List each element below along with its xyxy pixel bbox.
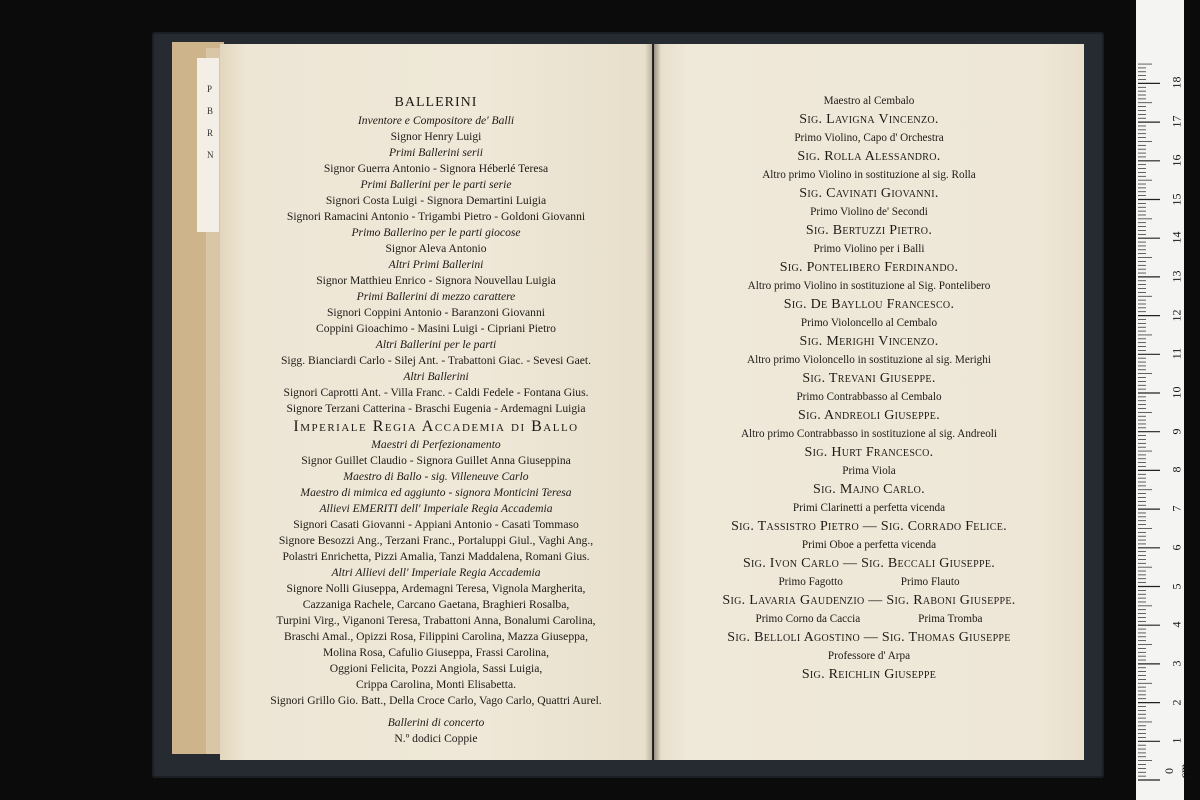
section-heading: BALLERINI [394,95,478,110]
performer-names: Coppini Gioachimo - Masini Luigi - Cipriani Pietro [316,322,556,335]
musician-name: Sig. De Bayllou Francesco. [783,297,955,312]
musician-name: Sig. Merighi Vincenzo. [799,334,939,349]
musician-name: Sig. Reichlin Giuseppe [801,667,937,682]
performer-names: N.º dodici Coppie [394,732,478,745]
instrument-role: Professore d' Arpa [827,650,911,662]
performer-names: Signore Nolli Giuseppa, Ardemagni Teresa, Vignola Margherita, [286,582,586,595]
ruler-number: 5 [1169,583,1184,589]
instrument-role: Prima Viola [842,465,896,477]
role-heading: Primo Flauto [900,576,960,588]
ruler-number: 13 [1169,270,1184,283]
ruler-number: 2 [1169,699,1184,706]
role-heading: Altri Primi Ballerini [388,258,484,271]
instrument-role: Altro primo Violoncello in sostituzione al sig. Merighi [747,354,991,366]
instrument-role: Primo Violino per i Balli [813,243,925,255]
instrument-role: Primo Violoncello al Cembalo [800,317,938,329]
role-heading: Primi Ballerini serii [388,146,484,159]
performer-names: Signori Costa Luigi - Signora Demartini Luigia [325,194,547,207]
ruler-unit-label: 0 cm [1162,763,1191,779]
performer-names: Turpini Virg., Viganoni Teresa, Trabattoni Anna, Bonalumi Carolina, [276,614,596,627]
performer-names: Crippa Carolina, Monti Elisabetta. [355,678,517,691]
ruler-number: 1 [1169,737,1184,744]
ruler-number: 10 [1169,386,1184,399]
role-heading: Altri Ballerini per le parti [375,338,497,351]
musician-name: Sig. Hurt Francesco. [804,445,934,460]
performer-names: Signori Coppini Antonio - Baranzoni Giovanni [326,306,545,319]
ruler-number: 11 [1169,348,1184,360]
performer-names: Signor Aleva Antonio [385,242,487,255]
ruler-number: 8 [1169,466,1184,473]
left-page-text [222,93,650,747]
role-heading: Primo Ballerino per le parti giocose [351,226,521,239]
ruler-number: 17 [1169,115,1184,128]
instrument-role: Primi Clarinetti a perfetta vicenda [792,502,946,514]
slip-letter: P [207,84,213,94]
role-heading: Inventore e Compositore de' Balli [357,114,515,127]
instrument-role: Altro primo Contrabbasso in sostituzione al sig. Andreoli [740,428,998,440]
role-heading: Primo Corno da Caccia [755,613,861,625]
instrument-role: Primo Contrabbasso al Cembalo [796,391,942,403]
ruler-number: 9 [1169,428,1184,435]
slip-letters [207,78,217,166]
academy-heading: Imperiale Regia Accademia di Ballo [293,418,579,435]
performer-names: Braschi Amal., Opizzi Rosa, Filippini Carolina, Mazza Giuseppa, [284,630,588,643]
role-heading: Maestro di Ballo - sig. Villeneuve Carlo [343,470,529,483]
ruler-number: 12 [1169,309,1184,322]
role-heading: Ballerini di concerto [387,716,485,729]
instrument-role: Maestro al Cembalo [823,95,915,107]
right-page-text [656,93,1082,685]
musician-name: Sig. Andreoli Giuseppe. [797,408,941,423]
performer-names: Signore Besozzi Ang., Terzani Franc., Portaluppi Giul., Vaghi Ang., [278,534,594,547]
instrument-role: Altro primo Violino in sostituzione al sig. Rolla [762,169,976,181]
paired-role-headings [656,574,1082,591]
role-heading: Altri Allievi dell' Imperiale Regia Accademia [331,566,541,579]
slip-letter: N [207,150,214,160]
instrument-role: Primi Oboe a perfetta vicenda [801,539,937,551]
instrument-role: Primo Violino de' Secondi [810,206,928,218]
ruler-number: 15 [1169,193,1184,205]
musician-name: Sig. Majno Carlo. [812,482,925,497]
ruler-number: 6 [1169,544,1184,551]
role-heading: Maestro di mimica ed aggiunto - signora Monticini Teresa [300,486,572,499]
slip-letter: B [207,106,214,116]
musician-name: Sig. Cavinati Giovanni. [799,186,939,201]
ruler-number: 3 [1169,660,1184,667]
ruler-number: 14 [1169,231,1184,244]
performer-names: Signori Grillo Gio. Batt., Della Croce Carlo, Vago Carlo, Quattri Aurel. [270,694,602,707]
role-heading: Maestri di Perfezionamento [371,438,501,451]
performer-names: Polastri Enrichetta, Pizzi Amalia, Tanzi Maddalena, Romani Gius. [282,550,590,563]
performer-names: Oggioni Felicita, Pozzi Angiola, Sassi Luigia, [329,662,543,675]
performer-names: Signor Matthieu Enrico - Signora Nouvellau Luigia [316,274,556,287]
musician-name: Sig. Belloli Agostino — Sig. Thomas Giuseppe [727,630,1011,645]
musician-name: Sig. Ivon Carlo — Sig. Beccali Giuseppe. [742,556,996,571]
musician-name: Sig. Trevani Giuseppe. [802,371,936,386]
instrument-role: Primo Violino, Capo d' Orchestra [794,132,944,144]
performer-names: Signor Henry Luigi [390,130,482,143]
paired-role-headings [656,611,1082,628]
performer-names: Signore Terzani Catterina - Braschi Eugenia - Ardemagni Luigia [286,402,586,415]
musician-name: Sig. Lavigna Vincenzo. [799,112,939,127]
ruler-number: 4 [1169,621,1184,628]
role-heading: Primo Fagotto [778,576,843,588]
musician-name: Sig. Bertuzzi Pietro. [805,223,933,238]
musician-name: Sig. Rolla Alessandro. [797,149,941,164]
musician-name: Sig. Pontelibero Ferdinando. [779,260,959,275]
slip-letter: R [207,128,214,138]
instrument-role: Altro primo Violino in sostituzione al Sig. Pontelibero [747,280,991,292]
ruler-number: 7 [1169,505,1184,512]
performer-names: Molina Rosa, Cafulio Giuseppa, Frassi Carolina, [322,646,550,659]
role-heading: Primi Ballerini per le parti serie [360,178,512,191]
ruler-number: 18 [1169,76,1184,89]
role-heading: Altri Ballerini [403,370,469,383]
performer-names: Cazzaniga Rachele, Carcano Gaetana, Braghieri Rosalba, [302,598,570,611]
performer-names: Sigg. Bianciardi Carlo - Silej Ant. - Trabattoni Giac. - Sevesi Gaet. [280,354,592,367]
performer-names: Signori Casati Giovanni - Appiani Antonio - Casati Tommaso [293,518,579,531]
role-heading: Allievi EMERITI dell' Imperiale Regia Accademia [319,502,553,515]
musician-name: Sig. Lavaria Gaudenzio — Sig. Raboni Giuseppe. [722,593,1016,608]
performer-names: Signori Caprotti Ant. - Villa Franc. - Caldi Fedele - Fontana Gius. [283,386,589,399]
performer-names: Signor Guerra Antonio - Signora Héberlé Teresa [323,162,549,175]
role-heading: Primi Ballerini di mezzo carattere [356,290,516,303]
role-heading: Prima Tromba [918,613,983,625]
musician-name: Sig. Tassistro Pietro — Sig. Corrado Felice. [731,519,1007,534]
ruler-number: 16 [1169,154,1184,167]
performer-names: Signori Ramacini Antonio - Trigambi Pietro - Goldoni Giovanni [286,210,586,223]
performer-names: Signor Guillet Claudio - Signora Guillet Anna Giuseppina [301,454,571,467]
